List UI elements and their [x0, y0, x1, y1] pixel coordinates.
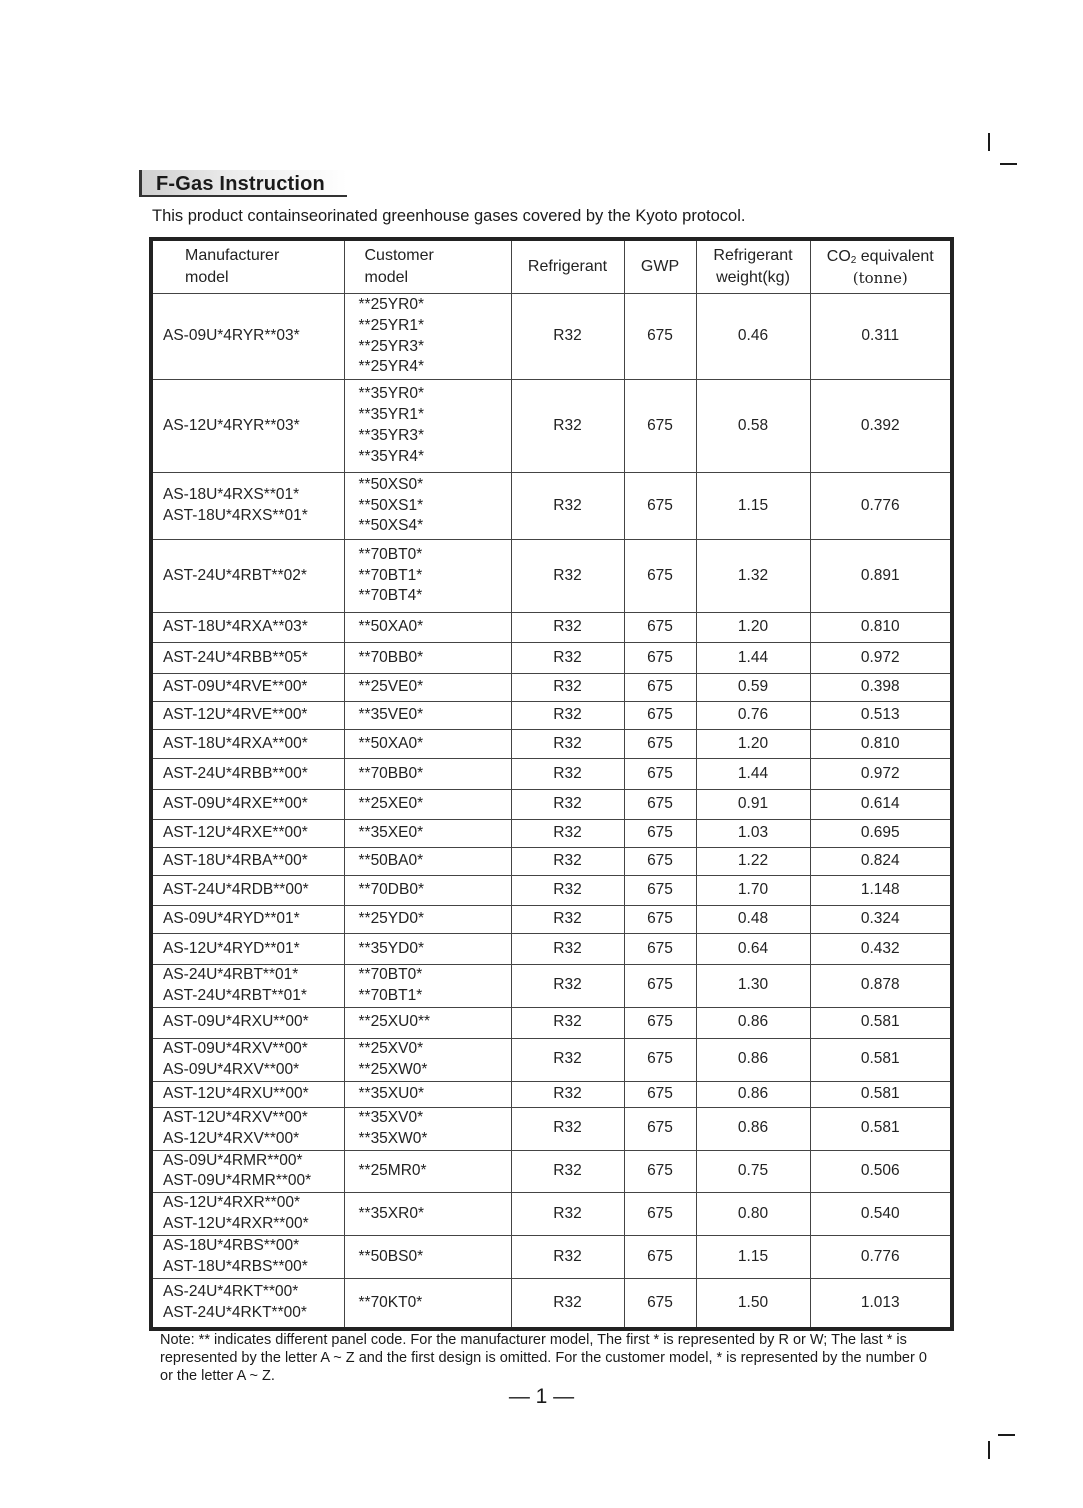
header-text: model [364, 269, 409, 286]
header-text [811, 246, 951, 268]
cell-refrigerant: R32 [511, 934, 624, 965]
cell-gwp: 675 [624, 876, 696, 906]
cell-refrigerant: R32 [511, 380, 624, 473]
table-row [151, 294, 952, 380]
cell-gwp: 675 [624, 1193, 696, 1236]
cell-co2-equivalent: 0.810 [810, 730, 952, 759]
page-number: — 1 — [508, 1385, 575, 1408]
cell-co2-equivalent: 0.398 [810, 674, 952, 702]
cell-refrigerant: R32 [511, 1107, 624, 1150]
table-row [151, 1007, 952, 1038]
customer-model-text: **35YR0* [358, 385, 424, 403]
manufacturer-model-text: AST-09U*4RMR**00* [163, 1172, 312, 1190]
customer-model-text: **50XA0* [358, 618, 424, 636]
header-text: model [185, 269, 229, 286]
cell-manufacturer-model [151, 848, 344, 876]
cell-co2-equivalent: 0.324 [810, 906, 952, 934]
cell-co2-equivalent: 0.540 [810, 1193, 952, 1236]
table-row [151, 1081, 952, 1107]
cell-gwp: 675 [624, 820, 696, 848]
manufacturer-model-text: AST-09U*4RXE**00* [163, 795, 308, 813]
cell-manufacturer-model [151, 1038, 344, 1081]
cell-co2-equivalent: 0.311 [810, 294, 952, 380]
cell-refrigerant-weight: 1.20 [696, 613, 810, 643]
customer-model-text: **70BB0* [358, 648, 424, 666]
cell-manufacturer-model [151, 1279, 344, 1329]
cell-gwp: 675 [624, 730, 696, 759]
table-row [151, 540, 952, 613]
cell-refrigerant-weight: 1.50 [696, 1279, 810, 1329]
header-text: Refrigerant [713, 247, 793, 265]
cell-refrigerant: R32 [511, 730, 624, 759]
cell-co2-equivalent: 0.695 [810, 820, 952, 848]
manufacturer-model-text: AS-24U*4RBT**01* [163, 966, 299, 983]
co2-unit: (tonne) [852, 268, 908, 287]
cell-refrigerant: R32 [511, 848, 624, 876]
cell-refrigerant-weight: 0.91 [696, 790, 810, 820]
customer-model-text: **50BA0* [358, 852, 424, 870]
manufacturer-model-text: AS-09U*4RYR**03* [163, 327, 300, 345]
cell-co2-equivalent: 0.972 [810, 643, 952, 674]
customer-model-text: **70BT1* [358, 566, 423, 584]
cell-co2-equivalent: 0.776 [810, 1236, 952, 1279]
cell-gwp: 675 [624, 906, 696, 934]
cell-co2-equivalent: 0.891 [810, 540, 952, 613]
cell-customer-model [344, 730, 511, 759]
customer-model-text: **25YR0* [358, 295, 424, 313]
table-row [151, 759, 952, 790]
customer-model-text: **50XS1* [358, 496, 424, 514]
table-row [151, 820, 952, 848]
table-row [151, 702, 952, 730]
cell-refrigerant: R32 [511, 790, 624, 820]
cell-refrigerant-weight: 1.44 [696, 643, 810, 674]
customer-model-text: **70DB0* [358, 881, 424, 899]
cell-manufacturer-model [151, 1107, 344, 1150]
cell-gwp: 675 [624, 540, 696, 613]
cell-customer-model [344, 1081, 511, 1107]
cell-customer-model [344, 906, 511, 934]
cell-refrigerant: R32 [511, 1150, 624, 1193]
intro-text: This product containseorinated greenhouse gases covered by the Kyoto protocol. [152, 207, 746, 225]
cell-manufacturer-model [151, 613, 344, 643]
cell-refrigerant: R32 [511, 965, 624, 1008]
cell-gwp: 675 [624, 1236, 696, 1279]
manufacturer-model-text: AST-18U*4RXA**03* [163, 618, 308, 636]
cell-refrigerant-weight: 1.32 [696, 540, 810, 613]
cell-refrigerant-weight: 1.20 [696, 730, 810, 759]
cell-manufacturer-model [151, 1081, 344, 1107]
manufacturer-model-text: AST-24U*4RBB**05* [163, 648, 308, 666]
manufacturer-model-text: AS-18U*4RBS**00* [163, 1237, 300, 1255]
cell-manufacturer-model [151, 473, 344, 540]
cell-refrigerant-weight: 0.86 [696, 1038, 810, 1081]
cell-refrigerant-weight: 0.86 [696, 1007, 810, 1038]
customer-model-text: **25XV0* [358, 1039, 424, 1057]
cell-refrigerant-weight: 0.75 [696, 1150, 810, 1193]
cell-manufacturer-model [151, 702, 344, 730]
table-row [151, 848, 952, 876]
cell-customer-model [344, 1279, 511, 1329]
cell-refrigerant: R32 [511, 674, 624, 702]
cell-gwp: 675 [624, 380, 696, 473]
cell-customer-model [344, 848, 511, 876]
customer-model-text: **50XS0* [358, 475, 424, 493]
cell-refrigerant-weight: 0.64 [696, 934, 810, 965]
cell-co2-equivalent: 0.972 [810, 759, 952, 790]
cell-customer-model [344, 674, 511, 702]
cell-refrigerant-weight: 1.44 [696, 759, 810, 790]
cell-co2-equivalent: 0.581 [810, 1038, 952, 1081]
manufacturer-model-text: AST-24U*4RBB**00* [163, 764, 308, 782]
cell-manufacturer-model [151, 643, 344, 674]
cell-co2-equivalent: 1.013 [810, 1279, 952, 1329]
co2-subscript: 2 [850, 255, 857, 267]
section-title-text: F-Gas Instruction [156, 173, 325, 195]
manufacturer-model-text: AS-09U*4RMR**00* [163, 1151, 303, 1169]
cell-customer-model [344, 294, 511, 380]
cell-gwp: 675 [624, 1007, 696, 1038]
manufacturer-model-text: AST-24U*4RBT**02* [163, 566, 307, 584]
cell-refrigerant: R32 [511, 613, 624, 643]
header-refrigerant-weight [696, 239, 810, 294]
crop-mark-top-horizontal [1000, 163, 1017, 165]
co2-suffix: equivalent [856, 248, 934, 266]
cell-customer-model [344, 1236, 511, 1279]
cell-gwp: 675 [624, 965, 696, 1008]
cell-customer-model [344, 1150, 511, 1193]
cell-manufacturer-model [151, 820, 344, 848]
table-row [151, 1236, 952, 1279]
cell-customer-model [344, 1193, 511, 1236]
cell-customer-model [344, 876, 511, 906]
customer-model-text: **35VE0* [358, 706, 424, 724]
manufacturer-model-text: AST-18U*4RBA**00* [163, 852, 308, 870]
cell-refrigerant: R32 [511, 1038, 624, 1081]
cell-refrigerant-weight: 1.30 [696, 965, 810, 1008]
cell-refrigerant-weight: 0.80 [696, 1193, 810, 1236]
header-text: Customer [364, 247, 434, 265]
cell-manufacturer-model [151, 540, 344, 613]
manufacturer-model-text: AST-09U*4RXV**00* [163, 1039, 308, 1057]
table-row [151, 876, 952, 906]
header-gwp: GWP [624, 239, 696, 294]
manufacturer-model-text: AST-09U*4RXU**00* [163, 1013, 309, 1031]
cell-customer-model [344, 540, 511, 613]
table-row [151, 473, 952, 540]
cell-refrigerant: R32 [511, 473, 624, 540]
manufacturer-model-text: AST-18U*4RXS**01* [163, 507, 308, 524]
cell-refrigerant: R32 [511, 1279, 624, 1329]
manufacturer-model-text: AS-09U*4RXV**00* [163, 1060, 300, 1078]
cell-co2-equivalent: 0.513 [810, 702, 952, 730]
cell-manufacturer-model [151, 790, 344, 820]
cell-refrigerant-weight: 1.15 [696, 473, 810, 540]
cell-refrigerant: R32 [511, 540, 624, 613]
customer-model-text: **35YD0* [358, 939, 424, 957]
cell-refrigerant-weight: 0.58 [696, 380, 810, 473]
customer-model-text: **35XE0* [358, 824, 424, 842]
cell-gwp: 675 [624, 848, 696, 876]
table-row [151, 934, 952, 965]
crop-mark-top-vertical [988, 133, 990, 151]
cell-gwp: 675 [624, 473, 696, 540]
cell-manufacturer-model [151, 906, 344, 934]
customer-model-text: **50BS0* [358, 1247, 424, 1265]
cell-co2-equivalent: 0.392 [810, 380, 952, 473]
cell-gwp: 675 [624, 674, 696, 702]
table-row [151, 613, 952, 643]
table-row [151, 1038, 952, 1081]
cell-co2-equivalent: 0.581 [810, 1081, 952, 1107]
customer-model-text: **25YD0* [358, 910, 424, 928]
cell-refrigerant-weight: 0.48 [696, 906, 810, 934]
customer-model-text: **50XS4* [358, 517, 424, 535]
manufacturer-model-text: AST-12U*4RXE**00* [163, 824, 308, 842]
customer-model-text: **70BT0* [358, 545, 423, 563]
customer-model-text: **25XE0* [358, 795, 424, 813]
header-text: weight(kg) [716, 269, 790, 286]
cell-co2-equivalent: 0.581 [810, 1107, 952, 1150]
cell-gwp: 675 [624, 1107, 696, 1150]
cell-refrigerant: R32 [511, 1193, 624, 1236]
cell-co2-equivalent: 0.810 [810, 613, 952, 643]
manufacturer-model-text: AST-12U*4RXU**00* [163, 1084, 309, 1102]
table-row [151, 1107, 952, 1150]
manufacturer-model-text: AS-18U*4RXS**01* [163, 486, 300, 504]
crop-mark-bottom-vertical [988, 1441, 990, 1459]
manufacturer-model-text: AS-12U*4RXR**00* [163, 1194, 300, 1212]
cell-gwp: 675 [624, 643, 696, 674]
manufacturer-model-text: AST-12U*4RXR**00* [163, 1215, 309, 1233]
customer-model-text: **35XV0* [358, 1108, 424, 1126]
customer-model-text: **25YR1* [358, 316, 424, 334]
cell-customer-model [344, 965, 511, 1008]
table-row [151, 674, 952, 702]
cell-manufacturer-model [151, 674, 344, 702]
cell-manufacturer-model [151, 759, 344, 790]
cell-refrigerant-weight: 1.22 [696, 848, 810, 876]
cell-gwp: 675 [624, 790, 696, 820]
cell-co2-equivalent: 1.148 [810, 876, 952, 906]
cell-manufacturer-model [151, 876, 344, 906]
cell-gwp: 675 [624, 1038, 696, 1081]
customer-model-text: **70BT4* [358, 587, 423, 605]
customer-model-text: **35XW0* [358, 1129, 428, 1147]
table-body [151, 294, 952, 1329]
section-title [139, 170, 347, 197]
manufacturer-model-text: AST-24U*4RDB**00* [163, 881, 309, 899]
customer-model-text: **35XR0* [358, 1204, 424, 1222]
cell-co2-equivalent: 0.432 [810, 934, 952, 965]
manufacturer-model-text: AST-09U*4RVE**00* [163, 678, 308, 696]
cell-customer-model [344, 790, 511, 820]
cell-customer-model [344, 934, 511, 965]
table-row [151, 1150, 952, 1193]
cell-gwp: 675 [624, 934, 696, 965]
cell-refrigerant: R32 [511, 820, 624, 848]
cell-gwp: 675 [624, 1081, 696, 1107]
cell-gwp: 675 [624, 1150, 696, 1193]
cell-manufacturer-model [151, 934, 344, 965]
footnote: Note: ** indicates different panel code. For the manufacturer model, The first * is represented by R or W; The last * is represented by the letter A ~ Z and the first design is omitted. For the customer model, * is represented by the number 0 or the letter A ~ Z. [160, 1332, 927, 1384]
table-row [151, 965, 952, 1008]
customer-model-text: **25VE0* [358, 678, 424, 696]
manufacturer-model-text: AS-09U*4RYD**01* [163, 910, 300, 928]
co2-prefix: CO [826, 248, 851, 266]
cell-gwp: 675 [624, 613, 696, 643]
cell-refrigerant-weight: 1.15 [696, 1236, 810, 1279]
customer-model-text: **25YR4* [358, 358, 424, 376]
cell-co2-equivalent: 0.614 [810, 790, 952, 820]
customer-model-text: **35YR4* [358, 447, 424, 465]
table-row [151, 730, 952, 759]
cell-customer-model [344, 702, 511, 730]
table-row [151, 1193, 952, 1236]
cell-manufacturer-model [151, 1236, 344, 1279]
header-co2-equivalent [810, 239, 952, 294]
cell-customer-model [344, 473, 511, 540]
cell-customer-model [344, 1107, 511, 1150]
cell-gwp: 675 [624, 1279, 696, 1329]
customer-model-text: **70KT0* [358, 1293, 423, 1311]
table-row [151, 790, 952, 820]
table-header-row [151, 239, 952, 294]
cell-refrigerant: R32 [511, 1007, 624, 1038]
cell-manufacturer-model [151, 294, 344, 380]
cell-refrigerant-weight: 0.86 [696, 1081, 810, 1107]
cell-refrigerant-weight: 1.70 [696, 876, 810, 906]
customer-model-text: **50XA0* [358, 734, 424, 752]
table-row [151, 643, 952, 674]
cell-refrigerant: R32 [511, 906, 624, 934]
cell-gwp: 675 [624, 294, 696, 380]
cell-customer-model [344, 820, 511, 848]
cell-refrigerant: R32 [511, 759, 624, 790]
cell-co2-equivalent: 0.506 [810, 1150, 952, 1193]
cell-customer-model [344, 643, 511, 674]
cell-customer-model [344, 759, 511, 790]
header-text: Manufacturer [185, 247, 280, 265]
cell-refrigerant-weight: 0.86 [696, 1107, 810, 1150]
cell-co2-equivalent: 0.824 [810, 848, 952, 876]
manufacturer-model-text: AS-24U*4RKT**00* [163, 1283, 299, 1301]
cell-refrigerant: R32 [511, 1236, 624, 1279]
cell-manufacturer-model [151, 1007, 344, 1038]
table-row [151, 906, 952, 934]
cell-co2-equivalent: 0.581 [810, 1007, 952, 1038]
cell-manufacturer-model [151, 965, 344, 1008]
cell-co2-equivalent: 0.776 [810, 473, 952, 540]
manufacturer-model-text: AST-12U*4RVE**00* [163, 706, 308, 724]
cell-manufacturer-model [151, 1150, 344, 1193]
crop-mark-bottom-horizontal [998, 1434, 1015, 1436]
header-manufacturer-model [151, 239, 344, 294]
cell-customer-model [344, 380, 511, 473]
header-refrigerant: Refrigerant [511, 239, 624, 294]
customer-model-text: **25XW0* [358, 1060, 428, 1078]
manufacturer-model-text: AS-12U*4RYR**03* [163, 416, 300, 434]
manufacturer-model-text: AS-12U*4RXV**00* [163, 1129, 300, 1147]
cell-manufacturer-model [151, 380, 344, 473]
cell-customer-model [344, 1007, 511, 1038]
cell-refrigerant: R32 [511, 643, 624, 674]
header-customer-model [344, 239, 511, 294]
customer-model-text: **25XU0** [358, 1013, 431, 1031]
manufacturer-model-text: AST-24U*4RKT**00* [163, 1304, 307, 1322]
cell-refrigerant-weight: 0.76 [696, 702, 810, 730]
cell-refrigerant: R32 [511, 876, 624, 906]
cell-customer-model [344, 613, 511, 643]
cell-gwp: 675 [624, 702, 696, 730]
manufacturer-model-text: AST-18U*4RXA**00* [163, 734, 308, 752]
fgas-table [149, 237, 954, 1331]
customer-model-text: **25MR0* [358, 1161, 427, 1179]
cell-refrigerant-weight: 1.03 [696, 820, 810, 848]
table-row [151, 1279, 952, 1329]
cell-manufacturer-model [151, 730, 344, 759]
manufacturer-model-text: AST-18U*4RBS**00* [163, 1258, 308, 1276]
cell-refrigerant: R32 [511, 1081, 624, 1107]
cell-manufacturer-model [151, 1193, 344, 1236]
cell-gwp: 675 [624, 759, 696, 790]
customer-model-text: **25YR3* [358, 337, 424, 355]
cell-co2-equivalent: 0.878 [810, 965, 952, 1008]
cell-refrigerant: R32 [511, 702, 624, 730]
customer-model-text: **70BT0* [358, 966, 423, 983]
customer-model-text: **70BB0* [358, 764, 424, 782]
table-row [151, 380, 952, 473]
cell-refrigerant-weight: 0.59 [696, 674, 810, 702]
manufacturer-model-text: AST-12U*4RXV**00* [163, 1108, 308, 1126]
customer-model-text: **70BT1* [358, 986, 423, 1004]
cell-refrigerant-weight: 0.46 [696, 294, 810, 380]
cell-refrigerant: R32 [511, 294, 624, 380]
customer-model-text: **35YR3* [358, 427, 424, 444]
cell-customer-model [344, 1038, 511, 1081]
customer-model-text: **35YR1* [358, 406, 424, 424]
manufacturer-model-text: AST-24U*4RBT**01* [163, 986, 307, 1004]
customer-model-text: **35XU0* [358, 1084, 424, 1102]
manufacturer-model-text: AS-12U*4RYD**01* [163, 939, 300, 957]
